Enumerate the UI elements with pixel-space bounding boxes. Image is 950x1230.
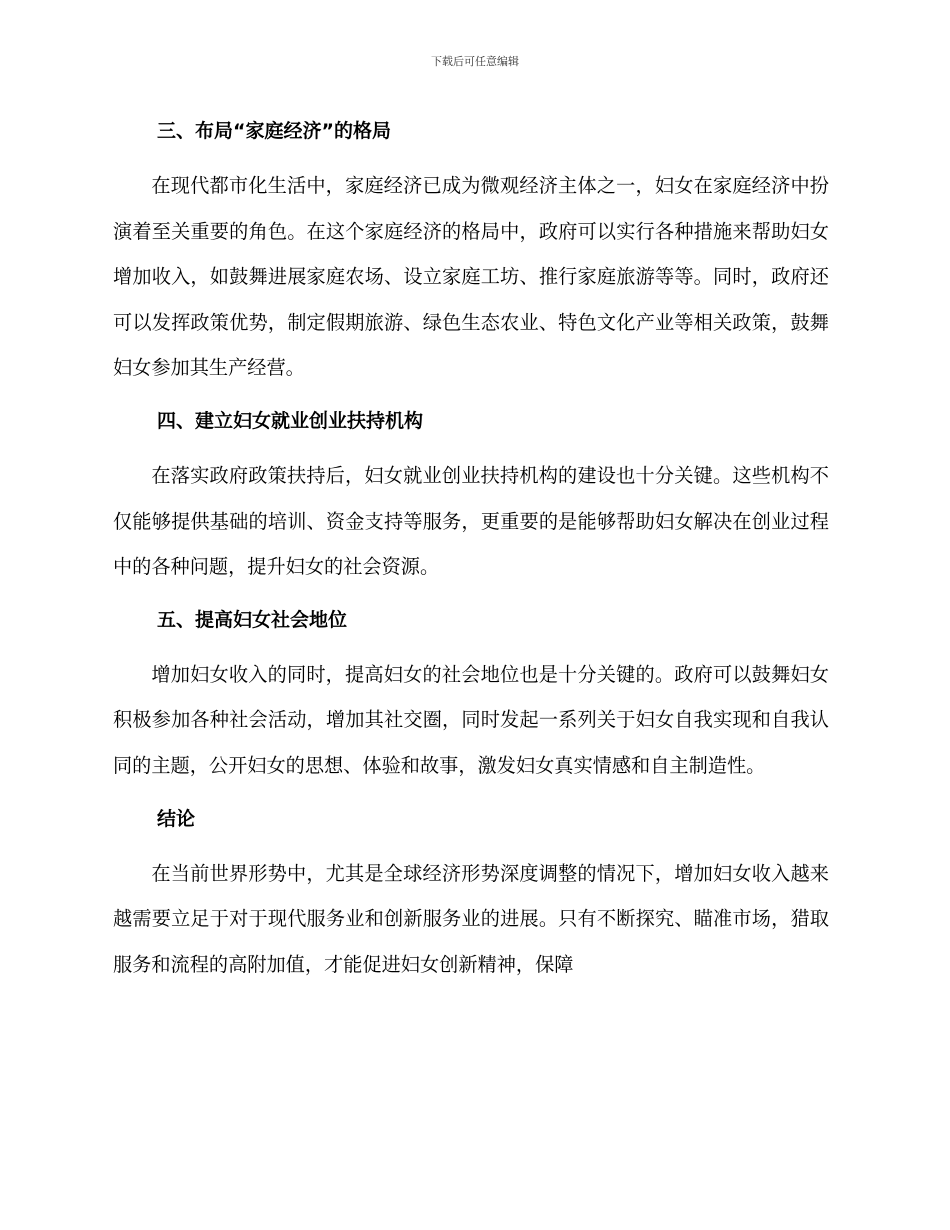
conclusion-heading: 结论	[157, 807, 196, 830]
section-paragraph-4: 在落实政府政策扶持后，妇女就业创业扶持机构的建设也十分关键。这些机构不仅能够提供基础的培训、资金支持等服务，更重要的是能够帮助妇女解决在创业过程中的各种问题，提升妇女的社会资源。	[113, 463, 829, 579]
section-paragraph-3: 在现代都市化生活中，家庭经济已成为微观经济主体之一，妇女在家庭经济中扮演着至关重要的角色。在这个家庭经济的格局中，政府可以实行各种措施来帮助妇女增加收入，如鼓舞进展家庭农场、设立家庭工坊、推行家庭旅游等等。同时，政府还可以发挥政策优势，制定假期旅游、绿色生态农业、特色文化产业等相关政策，鼓舞妇女参加其生产经营。	[113, 174, 829, 380]
document-body	[113, 113, 829, 987]
page-header: 下载后可任意编辑	[431, 55, 519, 68]
conclusion-paragraph: 在当前世界形势中，尤其是全球经济形势深度调整的情况下，增加妇女收入越来越需要立足于对于现代服务业和创新服务业的进展。只有不断探究、瞄准市场，猎取服务和流程的高附加值，才能促进妇女创新精神，保障	[113, 861, 829, 976]
section-heading-5: 五、提高妇女社会地位	[157, 608, 348, 631]
section-heading-3: 三、布局“家庭经济”的格局	[157, 120, 391, 142]
section-paragraph-5: 增加妇女收入的同时，提高妇女的社会地位也是十分关键的。政府可以鼓舞妇女积极参加各种社会活动，增加其社交圈，同时发起一系列关于妇女自我实现和自我认同的主题，公开妇女的思想、体验和故事，激发妇女真实情感和自主制造性。	[113, 662, 829, 777]
section-heading-4: 四、建立妇女就业创业扶持机构	[157, 409, 424, 432]
